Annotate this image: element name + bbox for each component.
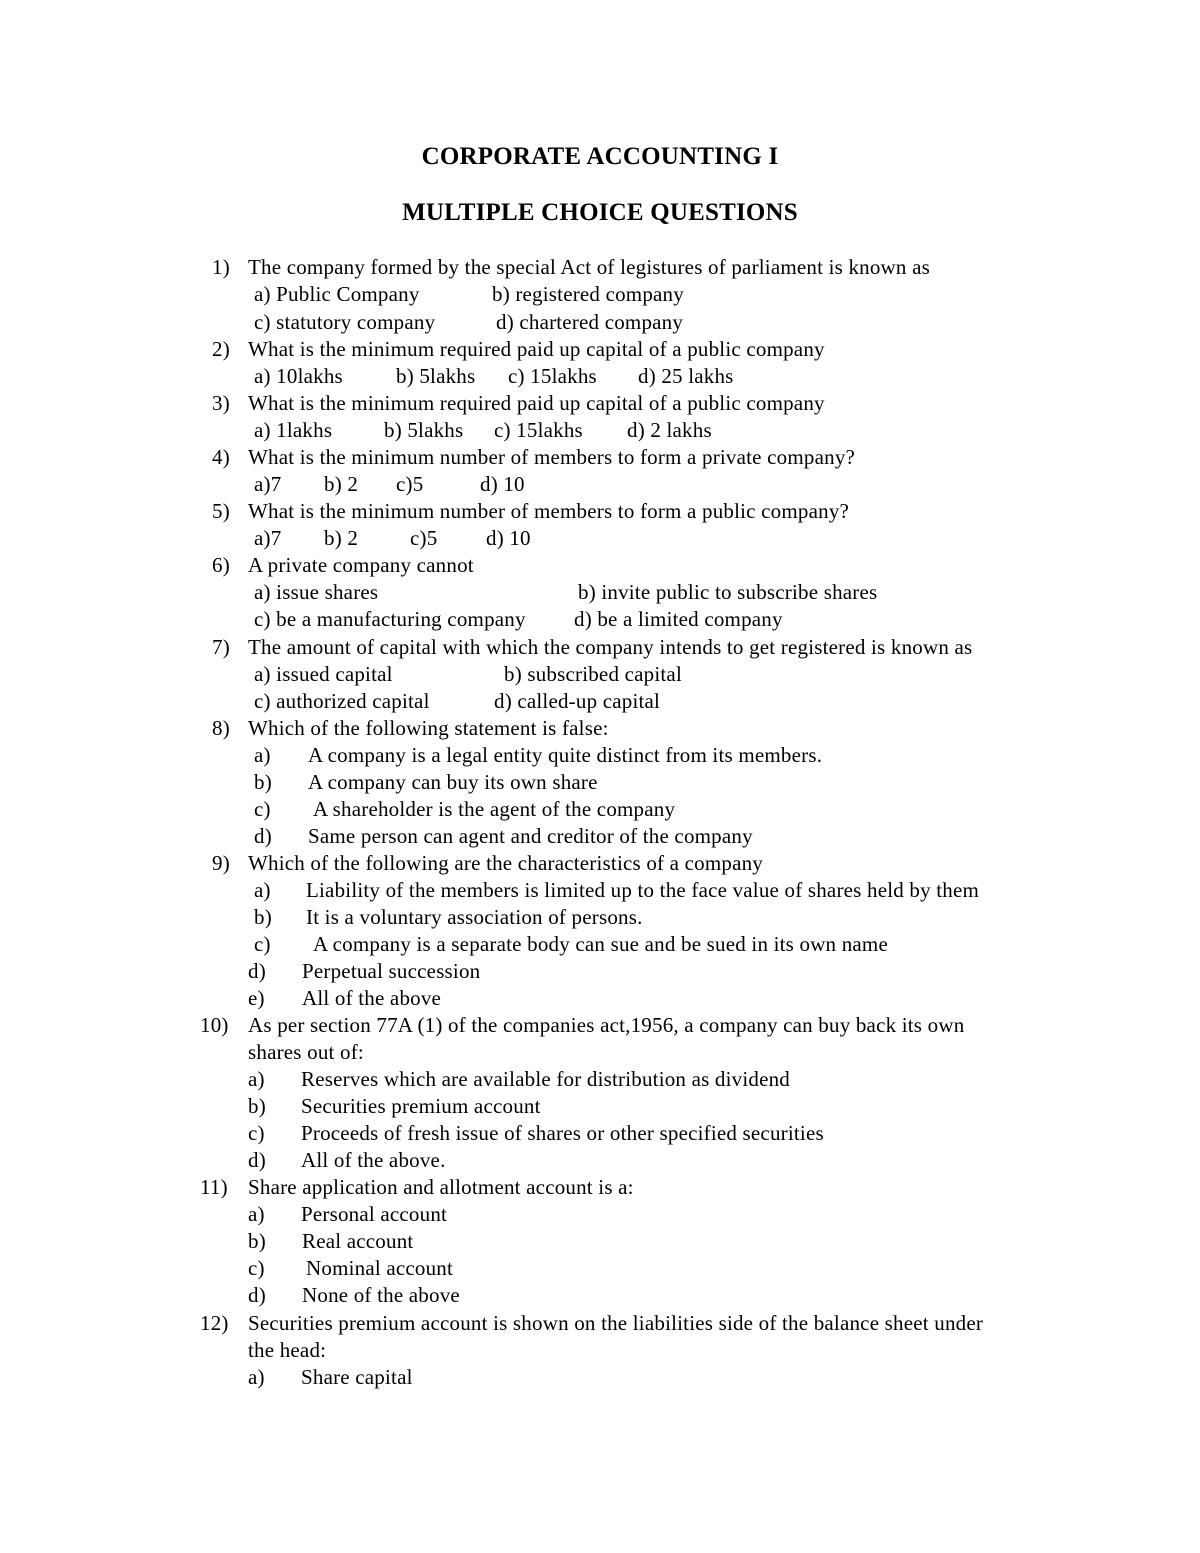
question-text: What is the minimum number of members to form a private company? <box>248 445 856 469</box>
option: b) 2 <box>324 526 359 550</box>
question-number: 1) <box>212 255 230 279</box>
option-text: Reserves which are available for distribution as dividend <box>301 1067 791 1091</box>
option-letter: e) <box>248 986 265 1010</box>
option-letter: a) <box>248 1365 265 1389</box>
option: c)5 <box>410 526 438 550</box>
question-number: 5) <box>212 499 230 523</box>
question-text: Share application and allotment account is a: <box>248 1175 634 1199</box>
option: b) 2 <box>324 472 359 496</box>
option: c) statutory company <box>254 310 436 334</box>
question-text: As per section 77A (1) of the companies act,1956, a company can buy back its own <box>248 1013 965 1037</box>
question-text: Which of the following statement is false: <box>248 716 609 740</box>
option-letter: b) <box>254 770 272 794</box>
question-text: Securities premium account is shown on the liabilities side of the balance sheet under <box>248 1311 984 1335</box>
question-text: The company formed by the special Act of legistures of parliament is known as <box>248 255 930 279</box>
question-number: 2) <box>212 337 230 361</box>
option-text: It is a voluntary association of persons. <box>306 905 643 929</box>
option: b) 5lakhs <box>384 418 464 442</box>
option-text: Proceeds of fresh issue of shares or other specified securities <box>301 1121 824 1145</box>
question-text: What is the minimum number of members to form a public company? <box>248 499 850 523</box>
option-text: Personal account <box>301 1202 448 1226</box>
question-text: A private company cannot <box>248 553 474 577</box>
option-letter: b) <box>254 905 272 929</box>
question-number: 3) <box>212 391 230 415</box>
option-letter: a) <box>248 1202 265 1226</box>
option-letter: d) <box>248 1283 266 1307</box>
option-letter: c) <box>248 1121 265 1145</box>
document-subtitle: MULTIPLE CHOICE QUESTIONS <box>402 199 798 226</box>
option: c) 15lakhs <box>494 418 583 442</box>
question-number: 8) <box>212 716 230 740</box>
question-text: shares out of: <box>248 1040 364 1064</box>
option: b) 5lakhs <box>396 364 476 388</box>
option-letter: c) <box>254 932 271 956</box>
option: c)5 <box>396 472 424 496</box>
option-text: Real account <box>302 1229 414 1253</box>
option: a) issued capital <box>254 662 393 686</box>
option-text: Liability of the members is limited up to the face value of shares held by them <box>306 878 980 902</box>
question-text: What is the minimum required paid up capital of a public company <box>248 391 825 415</box>
option: b) registered company <box>492 282 684 306</box>
option-letter: c) <box>254 797 271 821</box>
document-title: CORPORATE ACCOUNTING I <box>421 143 779 170</box>
question-text: Which of the following are the characteristics of a company <box>248 851 764 875</box>
question-number: 7) <box>212 635 230 659</box>
option: b) subscribed capital <box>504 662 682 686</box>
option-letter: a) <box>248 1067 265 1091</box>
option: d) 2 lakhs <box>627 418 712 442</box>
option-letter: b) <box>248 1094 266 1118</box>
option: a)7 <box>254 526 282 550</box>
option: c) authorized capital <box>254 689 430 713</box>
option: b) invite public to subscribe shares <box>578 580 878 604</box>
option-text: Share capital <box>301 1365 413 1389</box>
option: a)7 <box>254 472 282 496</box>
question-number: 11) <box>200 1175 228 1199</box>
option: c) be a manufacturing company <box>254 607 526 631</box>
option-text: Securities premium account <box>301 1094 541 1118</box>
option-letter: d) <box>254 824 272 848</box>
option-letter: b) <box>248 1229 266 1253</box>
option-text: Same person can agent and creditor of the company <box>308 824 753 848</box>
question-number: 4) <box>212 445 230 469</box>
option: a) Public Company <box>254 282 420 306</box>
option: d) be a limited company <box>574 607 783 631</box>
question-text: the head: <box>248 1338 327 1362</box>
option-text: A company is a separate body can sue and be sued in its own name <box>313 932 888 956</box>
option-text: A company is a legal entity quite distinct from its members. <box>308 743 823 767</box>
question-number: 6) <box>212 553 230 577</box>
option: d) 10 <box>486 526 531 550</box>
option-text: All of the above <box>302 986 442 1010</box>
question-text: What is the minimum required paid up capital of a public company <box>248 337 825 361</box>
option: d) called-up capital <box>494 689 661 713</box>
option-text: A shareholder is the agent of the company <box>313 797 676 821</box>
option: a) 10lakhs <box>254 364 343 388</box>
option: a) issue shares <box>254 580 379 604</box>
option-letter: d) <box>248 1148 266 1172</box>
question-number: 12) <box>200 1311 229 1335</box>
option-text: A company can buy its own share <box>308 770 598 794</box>
question-number: 10) <box>200 1013 229 1037</box>
option: d) chartered company <box>496 310 684 334</box>
option-letter: a) <box>254 878 271 902</box>
option-text: None of the above <box>302 1283 460 1307</box>
option: a) 1lakhs <box>254 418 333 442</box>
option: d) 10 <box>480 472 525 496</box>
option-text: Nominal account <box>306 1256 454 1280</box>
option: c) 15lakhs <box>508 364 597 388</box>
option-text: Perpetual succession <box>302 959 481 983</box>
question-text: The amount of capital with which the company intends to get registered is known as <box>248 635 973 659</box>
option-text: All of the above. <box>301 1148 446 1172</box>
option-letter: a) <box>254 743 271 767</box>
option: d) 25 lakhs <box>638 364 734 388</box>
option-letter: d) <box>248 959 266 983</box>
option-letter: c) <box>248 1256 265 1280</box>
question-number: 9) <box>212 851 230 875</box>
